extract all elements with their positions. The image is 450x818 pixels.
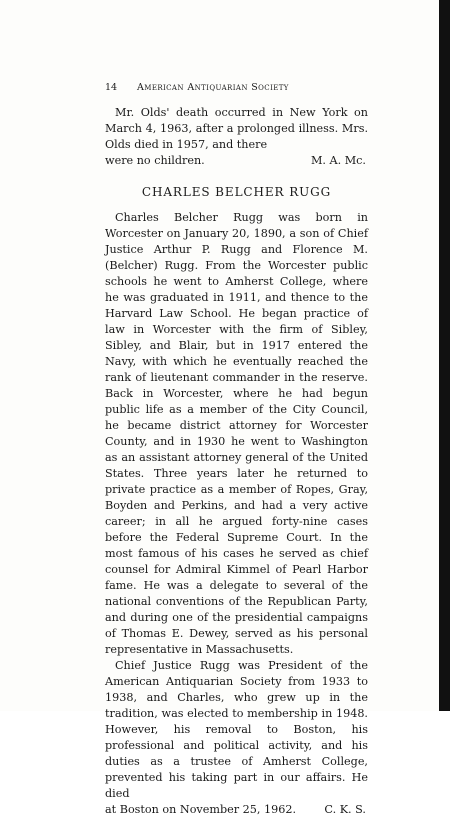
- obituary-signature-line: [105, 802, 368, 818]
- journal-title: American Antiquarian Society: [137, 82, 289, 93]
- text-block: [105, 82, 368, 818]
- running-head: [105, 82, 368, 93]
- previous-obituary-last-line: were no children.: [105, 154, 205, 167]
- previous-obituary-text: Mr. Olds' death occurred in New York on March 4, 1963, after a prolonged illness. Mrs. Olds died in 1957, and there: [105, 106, 368, 151]
- previous-obituary-signature: M. A. Mc.: [310, 154, 366, 167]
- previous-obituary-signature-line: [105, 153, 368, 169]
- scan-edge: [439, 0, 450, 711]
- page-number: 14: [105, 82, 118, 93]
- obituary-last-line: at Boston on November 25, 1962.: [105, 803, 297, 816]
- previous-obituary-end: [105, 105, 368, 169]
- obituary-paragraph-2: Chief Justice Rugg was President of the American Antiquarian Society from 1933 to 1938, and Charles, who grew up in the tradition, was elected to membership in 1948. However, his removal to Boston, his professional and political activity, and his duties as a trustee of Amherst College, prevented his taking part in our affairs. He died: [105, 659, 368, 800]
- obituary-body: [105, 210, 368, 818]
- obituary-signature: C. K. S.: [324, 803, 366, 816]
- obituary-heading: CHARLES BELCHER RUGG: [141, 185, 332, 199]
- obituary-paragraph-1: Charles Belcher Rugg was born in Worcester on January 20, 1890, a son of Chief Justice Arthur P. Rugg and Florence M. (Belcher) Rugg. From the Worcester public schools he went to Amherst College, where he was graduated in 1911, and thence to the Harvard Law School. He began practice of law in Worcester with the firm of Sibley, Sibley, and Blair, but in 1917 entered the Navy, with which he eventually reached the rank of lieutenant commander in the reserve. Back in Worcester, where he had begun public life as a member of the City Council, he became district attorney for Worcester County, and in 1930 he went to Washington as an assistant attorney general of the United States. Three years later he returned to private practice as a member of Ropes, Gray, Boyden and Perkins, and had a very active career; in all he argued forty-nine cases before the Federal Supreme Court. In the most famous of his cases he served as chief counsel for Admiral Kimmel of Pearl Harbor fame. He was a delegate to several of the national conventions of the Republican Party, and during one of the presidential campaigns of Thomas E. Dewey, served as his personal representative in Massachusetts.: [105, 211, 368, 656]
